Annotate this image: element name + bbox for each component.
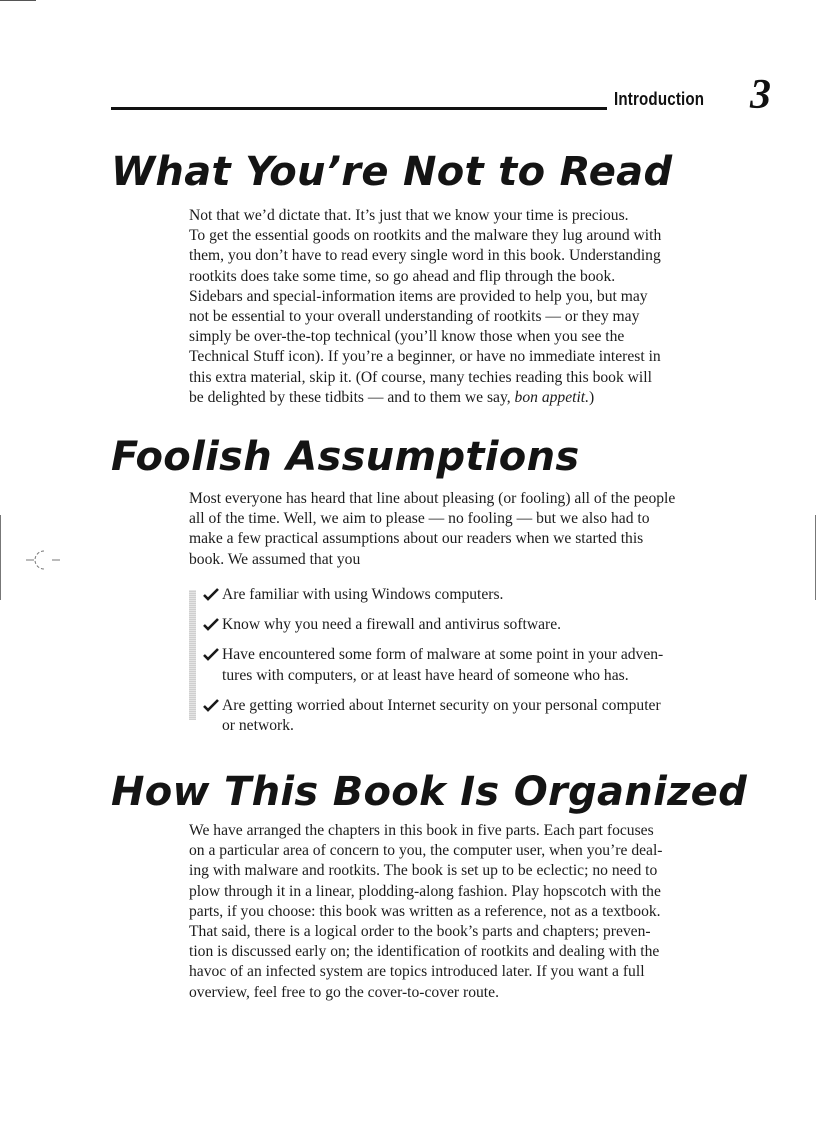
section-paragraph <box>189 206 701 408</box>
registration-mark-icon <box>24 548 64 572</box>
text-line: plow through it in a linear, plodding-along fashion. Play hopscotch with the <box>189 882 661 900</box>
section-paragraph <box>189 821 701 1003</box>
text-line: We have arranged the chapters in this book in five parts. Each part focuses <box>189 822 654 839</box>
text-line: parts, if you choose: this book was written as a reference, not as a textbook. <box>189 902 661 920</box>
text-line: To get the essential goods on rootkits and the malware they lug around with <box>189 227 662 245</box>
section-title: How This Book Is Organized <box>111 769 748 815</box>
text-line: not be essential to your overall understanding of rootkits — or they may <box>189 308 640 326</box>
checkmark-icon <box>203 647 219 661</box>
text-line: Are getting worried about Internet security on your personal computer <box>222 696 661 714</box>
text-line: tion is discussed early on; the identification of rootkits and dealing with the <box>189 943 660 961</box>
text-line: rootkits does take some time, so go ahead and flip through the book. <box>189 267 616 285</box>
list-item <box>203 696 663 736</box>
section-paragraph <box>189 489 701 570</box>
text-line: tures with computers, or at least have heard of someone who has. <box>222 666 629 684</box>
bullet-list <box>203 585 663 746</box>
emphasis-text: bon appetit. <box>514 388 590 406</box>
text-run: ) <box>589 388 595 406</box>
text-line: them, you don’t have to read every single word in this book. Understanding <box>189 247 661 265</box>
page-number: 3 <box>750 72 771 118</box>
text-line: Not that we’d dictate that. It’s just that we know your time is precious. <box>189 207 629 224</box>
running-header-title: Introduction <box>614 89 705 109</box>
text-line: simply be over-the-top technical (you’ll know those when you see the <box>189 328 625 346</box>
section-title: What You’re Not to Read <box>111 149 673 195</box>
text-line: book. We assumed that you <box>189 550 361 568</box>
list-item <box>203 585 663 605</box>
text-line: Know why you need a firewall and antivirus software. <box>222 616 562 634</box>
header-rule <box>111 107 607 110</box>
text-line: overview, feel free to go the cover-to-cover route. <box>189 983 499 1001</box>
text-line-last <box>189 388 701 408</box>
checkmark-icon <box>203 698 219 712</box>
crop-mark-left <box>0 515 1 600</box>
bullet-list-sidebar <box>189 590 196 720</box>
text-line: on a particular area of concern to you, the computer user, when you’re deal- <box>189 842 663 860</box>
crop-mark-top <box>0 0 36 1</box>
text-line: Most everyone has heard that line about pleasing (or fooling) all of the people <box>189 490 676 507</box>
text-run: be delighted by these tidbits — and to them we say, <box>189 388 515 406</box>
checkmark-icon <box>203 617 219 631</box>
text-line: or network. <box>222 717 294 735</box>
text-line: havoc of an infected system are topics introduced later. If you want a full <box>189 963 645 981</box>
text-line: Have encountered some form of malware at some point in your adven- <box>222 646 664 664</box>
text-line: Technical Stuff icon). If you’re a beginner, or have no immediate interest in <box>189 348 661 366</box>
text-line: Sidebars and special-information items are provided to help you, but may <box>189 287 648 305</box>
text-line: this extra material, skip it. (Of course, many techies reading this book will <box>189 368 652 386</box>
text-line: Are familiar with using Windows computers. <box>222 586 504 603</box>
checkmark-icon <box>203 587 219 601</box>
text-line: make a few practical assumptions about our readers when we started this <box>189 530 644 548</box>
list-item <box>203 615 663 635</box>
text-line: all of the time. Well, we aim to please — no fooling — but we also had to <box>189 510 650 528</box>
text-line: ing with malware and rootkits. The book is set up to be eclectic; no need to <box>189 862 658 880</box>
section-title: Foolish Assumptions <box>111 434 580 480</box>
text-line: That said, there is a logical order to the book’s parts and chapters; preven- <box>189 923 651 941</box>
list-item <box>203 645 663 685</box>
